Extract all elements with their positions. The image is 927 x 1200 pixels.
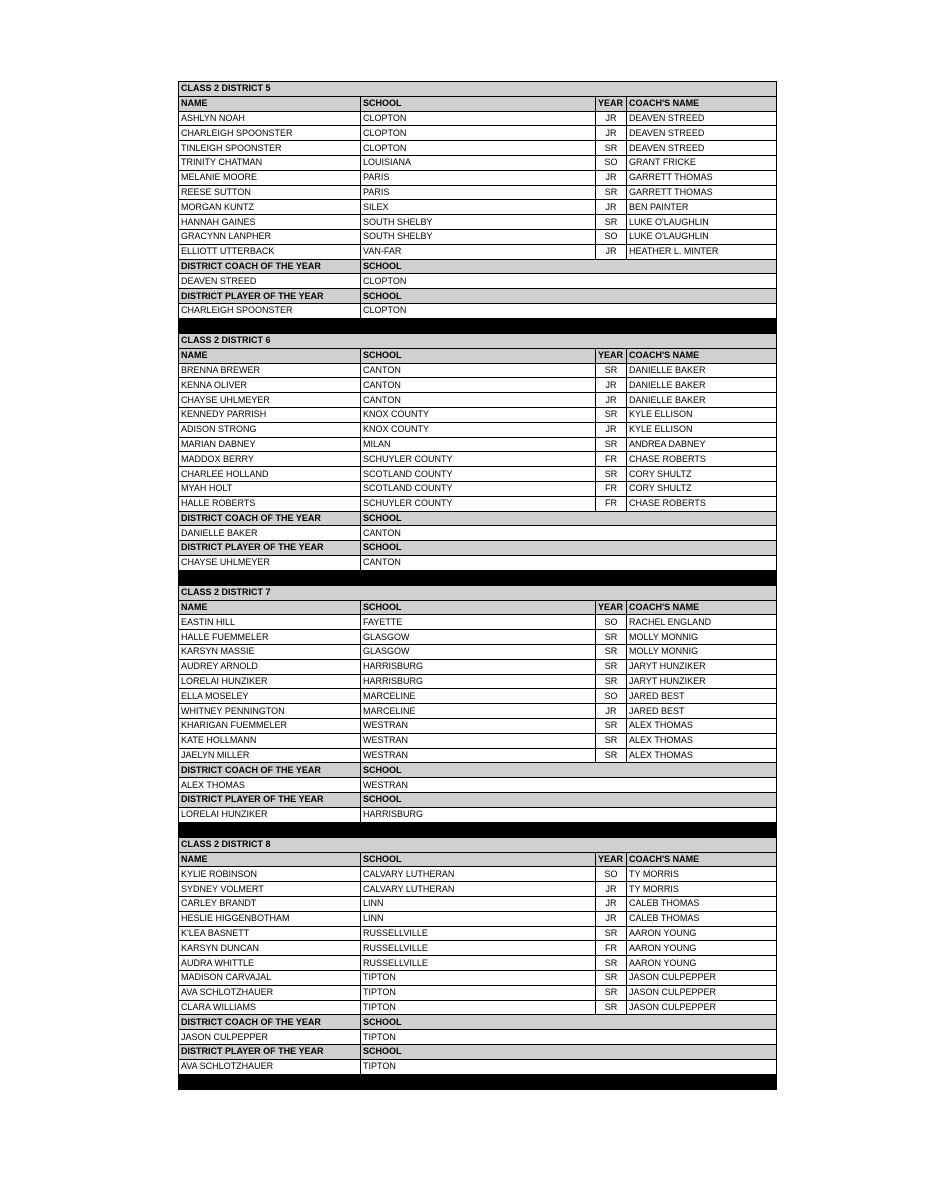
player-of-year-header-row <box>179 793 777 808</box>
player-coach: CHASE ROBERTS <box>627 452 777 467</box>
player-row <box>179 111 777 126</box>
player-name: KENNEDY PARRISH <box>179 407 361 422</box>
coach-of-year-header-row <box>179 511 777 526</box>
coach-of-year-row <box>179 1030 777 1045</box>
player-year: SR <box>596 926 627 941</box>
player-coach: DEAVEN STREED <box>627 141 777 156</box>
player-row <box>179 229 777 244</box>
player-school: KNOX COUNTY <box>361 407 596 422</box>
player-year: SR <box>596 733 627 748</box>
district-separator-row <box>179 570 777 585</box>
column-header-row <box>179 96 777 111</box>
player-name: ELLA MOSELEY <box>179 689 361 704</box>
separator-bar <box>179 318 777 333</box>
coach-of-year-name: DEAVEN STREED <box>179 274 361 289</box>
player-row <box>179 897 777 912</box>
player-year: JR <box>596 378 627 393</box>
player-school: CANTON <box>361 363 596 378</box>
player-coach: JASON CULPEPPER <box>627 1000 777 1015</box>
player-coach: DANIELLE BAKER <box>627 393 777 408</box>
coach-of-year-row <box>179 778 777 793</box>
player-row <box>179 882 777 897</box>
coach-of-year-school-header: SCHOOL <box>361 1015 777 1030</box>
player-year: SR <box>596 970 627 985</box>
player-row <box>179 748 777 763</box>
school-header: SCHOOL <box>361 348 596 363</box>
player-coach: ALEX THOMAS <box>627 748 777 763</box>
player-name: AUDRA WHITTLE <box>179 956 361 971</box>
player-coach: JARYT HUNZIKER <box>627 674 777 689</box>
player-name: TRINITY CHATMAN <box>179 155 361 170</box>
coach-of-year-row <box>179 274 777 289</box>
player-year: SR <box>596 985 627 1000</box>
player-year: SR <box>596 1000 627 1015</box>
player-school: TIPTON <box>361 970 596 985</box>
player-of-year-school-header: SCHOOL <box>361 289 777 304</box>
player-row <box>179 659 777 674</box>
player-name: KYLIE ROBINSON <box>179 867 361 882</box>
player-school: RUSSELLVILLE <box>361 941 596 956</box>
player-row <box>179 733 777 748</box>
player-year: SR <box>596 956 627 971</box>
player-year: SR <box>596 215 627 230</box>
district-separator-row <box>179 822 777 837</box>
player-school: CLOPTON <box>361 141 596 156</box>
player-coach: JARED BEST <box>627 704 777 719</box>
coach-header: COACH'S NAME <box>627 348 777 363</box>
player-name: CHARLEIGH SPOONSTER <box>179 126 361 141</box>
player-name: LORELAI HUNZIKER <box>179 674 361 689</box>
player-school: CANTON <box>361 393 596 408</box>
name-header: NAME <box>179 348 361 363</box>
coach-of-year-label: DISTRICT COACH OF THE YEAR <box>179 259 361 274</box>
player-coach: MOLLY MONNIG <box>627 630 777 645</box>
player-coach: ANDREA DABNEY <box>627 437 777 452</box>
coach-of-year-school: TIPTON <box>361 1030 777 1045</box>
player-name: AVA SCHLOTZHAUER <box>179 985 361 1000</box>
player-school: WESTRAN <box>361 748 596 763</box>
player-name: TINLEIGH SPOONSTER <box>179 141 361 156</box>
player-year: JR <box>596 170 627 185</box>
player-school: CLOPTON <box>361 111 596 126</box>
player-row <box>179 126 777 141</box>
player-row <box>179 956 777 971</box>
player-coach: CHASE ROBERTS <box>627 496 777 511</box>
coach-header: COACH'S NAME <box>627 96 777 111</box>
district-separator-row <box>179 318 777 333</box>
coach-of-year-label: DISTRICT COACH OF THE YEAR <box>179 763 361 778</box>
player-school: SOUTH SHELBY <box>361 215 596 230</box>
coach-of-year-label: DISTRICT COACH OF THE YEAR <box>179 511 361 526</box>
coach-of-year-name: DANIELLE BAKER <box>179 526 361 541</box>
player-name: KENNA OLIVER <box>179 378 361 393</box>
player-row <box>179 407 777 422</box>
player-year: FR <box>596 452 627 467</box>
player-row <box>179 244 777 259</box>
player-row <box>179 674 777 689</box>
player-coach: GRANT FRICKE <box>627 155 777 170</box>
player-coach: GARRETT THOMAS <box>627 170 777 185</box>
player-of-year-school: TIPTON <box>361 1059 777 1074</box>
district-title: CLASS 2 DISTRICT 8 <box>179 837 777 852</box>
player-of-year-label: DISTRICT PLAYER OF THE YEAR <box>179 541 361 556</box>
player-name: WHITNEY PENNINGTON <box>179 704 361 719</box>
player-row <box>179 155 777 170</box>
player-of-year-name: CHAYSE UHLMEYER <box>179 555 361 570</box>
player-school: LINN <box>361 897 596 912</box>
player-of-year-school-header: SCHOOL <box>361 541 777 556</box>
player-coach: GARRETT THOMAS <box>627 185 777 200</box>
player-name: KARSYN DUNCAN <box>179 941 361 956</box>
player-coach: KYLE ELLISON <box>627 407 777 422</box>
player-school: GLASGOW <box>361 645 596 660</box>
player-coach: CORY SHULTZ <box>627 481 777 496</box>
player-of-year-row <box>179 303 777 318</box>
player-coach: JASON CULPEPPER <box>627 970 777 985</box>
player-school: MARCELINE <box>361 689 596 704</box>
coach-of-year-name: ALEX THOMAS <box>179 778 361 793</box>
player-name: KATE HOLLMANN <box>179 733 361 748</box>
player-year: SR <box>596 407 627 422</box>
player-row <box>179 689 777 704</box>
player-coach: RACHEL ENGLAND <box>627 615 777 630</box>
player-name: BRENNA BREWER <box>179 363 361 378</box>
player-name: MYAH HOLT <box>179 481 361 496</box>
district-title: CLASS 2 DISTRICT 6 <box>179 333 777 348</box>
player-coach: DEAVEN STREED <box>627 126 777 141</box>
player-of-year-name: CHARLEIGH SPOONSTER <box>179 303 361 318</box>
column-header-row <box>179 348 777 363</box>
column-header-row <box>179 852 777 867</box>
coach-of-year-school: CLOPTON <box>361 274 777 289</box>
district-title-row <box>179 333 777 348</box>
player-row <box>179 970 777 985</box>
player-name: HALLE FUEMMELER <box>179 630 361 645</box>
player-coach: CORY SHULTZ <box>627 467 777 482</box>
player-coach: ALEX THOMAS <box>627 719 777 734</box>
player-school: MILAN <box>361 437 596 452</box>
player-row <box>179 911 777 926</box>
player-of-year-name: AVA SCHLOTZHAUER <box>179 1059 361 1074</box>
coach-of-year-school-header: SCHOOL <box>361 511 777 526</box>
player-of-year-row <box>179 1059 777 1074</box>
player-row <box>179 185 777 200</box>
player-name: SYDNEY VOLMERT <box>179 882 361 897</box>
player-row <box>179 630 777 645</box>
player-year: SR <box>596 659 627 674</box>
player-year: JR <box>596 126 627 141</box>
player-year: SR <box>596 674 627 689</box>
player-school: HARRISBURG <box>361 674 596 689</box>
coach-of-year-label: DISTRICT COACH OF THE YEAR <box>179 1015 361 1030</box>
player-name: MADDOX BERRY <box>179 452 361 467</box>
player-row <box>179 141 777 156</box>
coach-of-year-school-header: SCHOOL <box>361 259 777 274</box>
player-year: SR <box>596 748 627 763</box>
player-row <box>179 452 777 467</box>
player-row <box>179 422 777 437</box>
player-row <box>179 378 777 393</box>
player-coach: TY MORRIS <box>627 867 777 882</box>
player-of-year-school-header: SCHOOL <box>361 793 777 808</box>
player-row <box>179 615 777 630</box>
player-year: SR <box>596 185 627 200</box>
player-coach: AARON YOUNG <box>627 926 777 941</box>
player-row <box>179 1000 777 1015</box>
player-school: MARCELINE <box>361 704 596 719</box>
player-school: LINN <box>361 911 596 926</box>
player-school: SCOTLAND COUNTY <box>361 467 596 482</box>
player-of-year-row <box>179 555 777 570</box>
coach-of-year-header-row <box>179 763 777 778</box>
player-row <box>179 704 777 719</box>
player-school: VAN-FAR <box>361 244 596 259</box>
player-year: SO <box>596 615 627 630</box>
player-name: MELANIE MOORE <box>179 170 361 185</box>
coach-of-year-school: WESTRAN <box>361 778 777 793</box>
player-school: RUSSELLVILLE <box>361 956 596 971</box>
player-of-year-label: DISTRICT PLAYER OF THE YEAR <box>179 793 361 808</box>
player-coach: JARYT HUNZIKER <box>627 659 777 674</box>
player-year: SR <box>596 141 627 156</box>
player-coach: DANIELLE BAKER <box>627 363 777 378</box>
district-title: CLASS 2 DISTRICT 7 <box>179 585 777 600</box>
player-coach: KYLE ELLISON <box>627 422 777 437</box>
player-name: KHARIGAN FUEMMELER <box>179 719 361 734</box>
player-row <box>179 985 777 1000</box>
coach-of-year-header-row <box>179 1015 777 1030</box>
player-name: JAELYN MILLER <box>179 748 361 763</box>
player-coach: ALEX THOMAS <box>627 733 777 748</box>
player-coach: TY MORRIS <box>627 882 777 897</box>
player-year: SO <box>596 867 627 882</box>
player-year: SR <box>596 467 627 482</box>
player-coach: CALEB THOMAS <box>627 911 777 926</box>
player-of-year-name: LORELAI HUNZIKER <box>179 807 361 822</box>
player-coach: JASON CULPEPPER <box>627 985 777 1000</box>
year-header: YEAR <box>596 348 627 363</box>
player-coach: JARED BEST <box>627 689 777 704</box>
player-year: FR <box>596 481 627 496</box>
year-header: YEAR <box>596 600 627 615</box>
year-header: YEAR <box>596 852 627 867</box>
player-school: FAYETTE <box>361 615 596 630</box>
player-name: AUDREY ARNOLD <box>179 659 361 674</box>
player-school: PARIS <box>361 185 596 200</box>
district-title: CLASS 2 DISTRICT 5 <box>179 82 777 97</box>
player-name: ADISON STRONG <box>179 422 361 437</box>
player-row <box>179 926 777 941</box>
player-row <box>179 200 777 215</box>
player-coach: CALEB THOMAS <box>627 897 777 912</box>
player-school: CANTON <box>361 378 596 393</box>
district-separator-row <box>179 1074 777 1089</box>
player-name: REESE SUTTON <box>179 185 361 200</box>
player-row <box>179 393 777 408</box>
player-year: JR <box>596 704 627 719</box>
player-year: SO <box>596 155 627 170</box>
player-of-year-school: HARRISBURG <box>361 807 777 822</box>
player-school: PARIS <box>361 170 596 185</box>
player-name: HESLIE HIGGENBOTHAM <box>179 911 361 926</box>
player-name: ASHLYN NOAH <box>179 111 361 126</box>
player-row <box>179 645 777 660</box>
player-school: TIPTON <box>361 985 596 1000</box>
player-school: KNOX COUNTY <box>361 422 596 437</box>
player-coach: AARON YOUNG <box>627 956 777 971</box>
player-name: ELLIOTT UTTERBACK <box>179 244 361 259</box>
name-header: NAME <box>179 600 361 615</box>
player-of-year-header-row <box>179 289 777 304</box>
player-name: MORGAN KUNTZ <box>179 200 361 215</box>
district-title-row <box>179 82 777 97</box>
player-coach: DANIELLE BAKER <box>627 378 777 393</box>
player-school: SCHUYLER COUNTY <box>361 452 596 467</box>
player-row <box>179 467 777 482</box>
player-school: GLASGOW <box>361 630 596 645</box>
player-name: KARSYN MASSIE <box>179 645 361 660</box>
player-name: HANNAH GAINES <box>179 215 361 230</box>
school-header: SCHOOL <box>361 600 596 615</box>
player-of-year-label: DISTRICT PLAYER OF THE YEAR <box>179 289 361 304</box>
name-header: NAME <box>179 852 361 867</box>
player-year: FR <box>596 941 627 956</box>
player-school: CALVARY LUTHERAN <box>361 867 596 882</box>
player-coach: LUKE O'LAUGHLIN <box>627 215 777 230</box>
player-year: SR <box>596 719 627 734</box>
player-row <box>179 941 777 956</box>
coach-of-year-header-row <box>179 259 777 274</box>
player-name: MARIAN DABNEY <box>179 437 361 452</box>
player-year: JR <box>596 244 627 259</box>
player-school: CALVARY LUTHERAN <box>361 882 596 897</box>
player-of-year-school-header: SCHOOL <box>361 1044 777 1059</box>
player-school: SCOTLAND COUNTY <box>361 481 596 496</box>
player-school: WESTRAN <box>361 733 596 748</box>
player-year: SR <box>596 630 627 645</box>
player-year: JR <box>596 897 627 912</box>
player-year: JR <box>596 882 627 897</box>
player-year: FR <box>596 496 627 511</box>
player-year: JR <box>596 111 627 126</box>
player-year: JR <box>596 200 627 215</box>
player-year: JR <box>596 393 627 408</box>
separator-bar <box>179 570 777 585</box>
player-coach: DEAVEN STREED <box>627 111 777 126</box>
player-school: CLOPTON <box>361 126 596 141</box>
player-year: JR <box>596 911 627 926</box>
player-coach: MOLLY MONNIG <box>627 645 777 660</box>
player-coach: HEATHER L. MINTER <box>627 244 777 259</box>
column-header-row <box>179 600 777 615</box>
player-school: TIPTON <box>361 1000 596 1015</box>
player-name: CLARA WILLIAMS <box>179 1000 361 1015</box>
player-year: SR <box>596 645 627 660</box>
player-name: K'LEA BASNETT <box>179 926 361 941</box>
player-coach: LUKE O'LAUGHLIN <box>627 229 777 244</box>
player-school: WESTRAN <box>361 719 596 734</box>
player-row <box>179 481 777 496</box>
coach-header: COACH'S NAME <box>627 852 777 867</box>
player-row <box>179 363 777 378</box>
player-school: SILEX <box>361 200 596 215</box>
player-name: CHAYSE UHLMEYER <box>179 393 361 408</box>
player-of-year-label: DISTRICT PLAYER OF THE YEAR <box>179 1044 361 1059</box>
player-school: LOUISIANA <box>361 155 596 170</box>
player-year: SR <box>596 363 627 378</box>
player-row <box>179 170 777 185</box>
district-title-row <box>179 837 777 852</box>
separator-bar <box>179 822 777 837</box>
coach-of-year-name: JASON CULPEPPER <box>179 1030 361 1045</box>
coach-of-year-school-header: SCHOOL <box>361 763 777 778</box>
all-district-table <box>178 81 777 1090</box>
separator-bar <box>179 1074 777 1089</box>
player-row <box>179 496 777 511</box>
player-school: SCHUYLER COUNTY <box>361 496 596 511</box>
player-name: MADISON CARVAJAL <box>179 970 361 985</box>
district-title-row <box>179 585 777 600</box>
player-row <box>179 867 777 882</box>
year-header: YEAR <box>596 96 627 111</box>
school-header: SCHOOL <box>361 852 596 867</box>
player-school: RUSSELLVILLE <box>361 926 596 941</box>
player-school: HARRISBURG <box>361 659 596 674</box>
player-year: SR <box>596 437 627 452</box>
player-year: JR <box>596 422 627 437</box>
player-coach: BEN PAINTER <box>627 200 777 215</box>
school-header: SCHOOL <box>361 96 596 111</box>
coach-of-year-school: CANTON <box>361 526 777 541</box>
player-school: SOUTH SHELBY <box>361 229 596 244</box>
player-name: EASTIN HILL <box>179 615 361 630</box>
coach-header: COACH'S NAME <box>627 600 777 615</box>
player-row <box>179 437 777 452</box>
player-of-year-school: CLOPTON <box>361 303 777 318</box>
player-of-year-header-row <box>179 541 777 556</box>
player-row <box>179 719 777 734</box>
player-name: CARLEY BRANDT <box>179 897 361 912</box>
player-name: HALLE ROBERTS <box>179 496 361 511</box>
player-name: CHARLEE HOLLAND <box>179 467 361 482</box>
player-year: SO <box>596 229 627 244</box>
player-coach: AARON YOUNG <box>627 941 777 956</box>
player-name: GRACYNN LANPHER <box>179 229 361 244</box>
coach-of-year-row <box>179 526 777 541</box>
player-of-year-school: CANTON <box>361 555 777 570</box>
player-of-year-row <box>179 807 777 822</box>
player-row <box>179 215 777 230</box>
name-header: NAME <box>179 96 361 111</box>
player-year: SO <box>596 689 627 704</box>
player-of-year-header-row <box>179 1044 777 1059</box>
